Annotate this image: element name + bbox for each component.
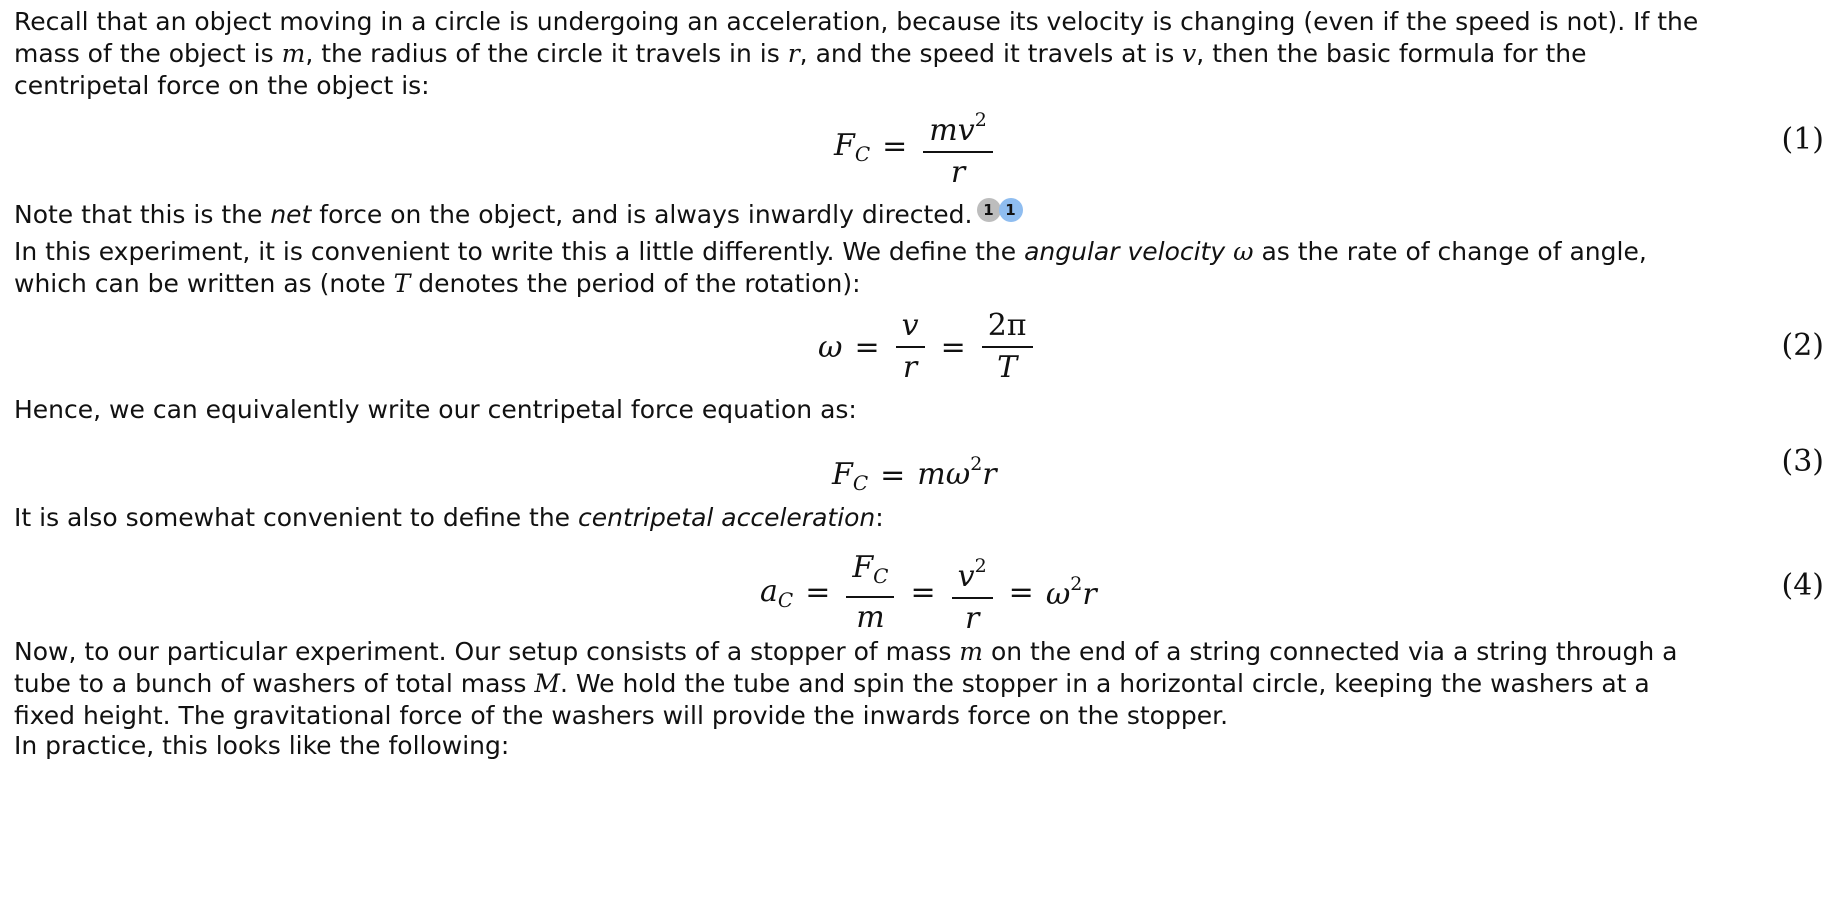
eq2-numerator-1: v (901, 308, 919, 343)
intro-line-1: Recall that an object moving in a circle is undergoing an acceleration, because its velocity is changing (even if the speed is not). If the (14, 7, 1699, 36)
eq1-denominator: r (950, 155, 966, 190)
setup-line-2-b: . We hold the tube and spin the stopper in a horizontal circle, keeping the washers at a (560, 669, 1650, 698)
eq1-numerator: $mv^2$ (929, 109, 987, 148)
eq3-equals: = (880, 458, 906, 493)
eq2-lhs: ω (818, 329, 843, 365)
eq3-rhs: $m\omega^2r$ (917, 453, 997, 492)
intro-line-2-c: , and the speed it travels at is (799, 39, 1183, 68)
eq1-lhs: $F_C$ (834, 127, 871, 166)
equation-4-body (760, 546, 1097, 639)
experiment-setup-paragraph (14, 636, 1814, 732)
setup-line-3: fixed height. The gravitational force of the washers will provide the inwards force on the stopper. (14, 701, 1229, 730)
eq1-fraction (923, 100, 993, 193)
net-emphasis: net (270, 200, 312, 229)
eq4-numerator-2: $v^2$ (957, 555, 987, 594)
eq2-denominator-2: T (997, 350, 1018, 385)
eq3-lhs: $F_C$ (832, 457, 869, 495)
equation-4-number: (4) (1781, 568, 1824, 603)
intro-paragraph (14, 6, 1814, 102)
hence-paragraph (14, 394, 1814, 426)
variable-m: m (281, 39, 306, 68)
intro-line-3: centripetal force on the object is: (14, 71, 430, 100)
angvel-line-2-b: denotes the period of the rotation): (410, 269, 861, 298)
setup-line-1-a: Now, to our particular experiment. Our setup consists of a stopper of mass (14, 637, 960, 666)
eq1-equals: = (882, 129, 908, 164)
eq4-fraction-2 (952, 546, 993, 639)
equation-1-number: (1) (1781, 122, 1824, 157)
equation-2-number: (2) (1781, 328, 1824, 363)
variable-omega: ω (1233, 237, 1254, 266)
net-note-b: force on the object, and is always inwardly directed. (311, 200, 973, 229)
eq2-equals-1: = (854, 329, 880, 365)
variable-m-stopper: m (959, 637, 984, 666)
eq2-fraction-2 (982, 306, 1033, 388)
variable-v: v (1182, 39, 1197, 68)
in-practice-text: In practice, this looks like the following: (14, 731, 510, 760)
eq4-lhs: $a_C$ (760, 573, 794, 612)
eq2-numerator-2: 2π (987, 308, 1027, 343)
equation-3-body (832, 442, 997, 505)
eq4-equals-1: = (805, 575, 831, 610)
centacc-text-a: It is also somewhat convenient to define the (14, 503, 579, 532)
annotation-badge-blue[interactable]: 1 (999, 198, 1023, 222)
eq4-equals-2: = (910, 575, 936, 610)
equation-3 (14, 442, 1824, 495)
angvel-line-1-b: as the rate of change of angle, (1253, 237, 1647, 266)
annotation-badge-grey[interactable]: 1 (977, 198, 1001, 222)
eq4-equals-3: = (1008, 575, 1034, 610)
intro-line-2-a: mass of the object is (14, 39, 282, 68)
equation-1-body (834, 100, 997, 193)
setup-line-2-a: tube to a bunch of washers of total mass (14, 669, 535, 698)
intro-line-2-d: , then the basic formula for the (1196, 39, 1587, 68)
angular-velocity-paragraph (14, 236, 1814, 300)
eq4-denominator-2: r (964, 601, 980, 636)
equation-2 (14, 306, 1824, 390)
eq4-rhs: $\omega^2r$ (1045, 573, 1097, 612)
equation-3-number: (3) (1781, 444, 1824, 479)
eq2-equals-2: = (940, 329, 966, 365)
eq2-fraction-1 (896, 306, 925, 388)
angular-velocity-term: angular velocity (1024, 237, 1226, 266)
eq2-denominator-1: r (902, 350, 918, 385)
variable-r: r (787, 39, 800, 68)
in-practice-paragraph (14, 730, 1814, 762)
angvel-line-2-a: which can be written as (note (14, 269, 394, 298)
intro-line-2-b: , the radius of the circle it travels in is (305, 39, 788, 68)
setup-line-1-b: on the end of a string connected via a string through a (983, 637, 1678, 666)
angvel-line-1-a: In this experiment, it is convenient to write this a little differently. We define the (14, 237, 1025, 266)
net-note-a: Note that this is the (14, 200, 271, 229)
variable-T: T (393, 269, 411, 298)
eq4-denominator-1: m (856, 599, 885, 635)
equation-1 (14, 100, 1824, 190)
eq4-fraction-1 (846, 548, 894, 638)
net-force-note (14, 198, 1814, 231)
centripetal-acceleration-paragraph (14, 502, 1814, 534)
centacc-text-b: : (875, 503, 884, 532)
equation-4 (14, 546, 1824, 636)
equation-2-body (818, 306, 1037, 388)
eq4-numerator-1: $F_C$ (852, 549, 889, 588)
centripetal-acceleration-term: centripetal acceleration (578, 503, 876, 532)
hence-text: Hence, we can equivalently write our centripetal force equation as: (14, 395, 857, 424)
variable-M-washers: M (534, 669, 560, 698)
